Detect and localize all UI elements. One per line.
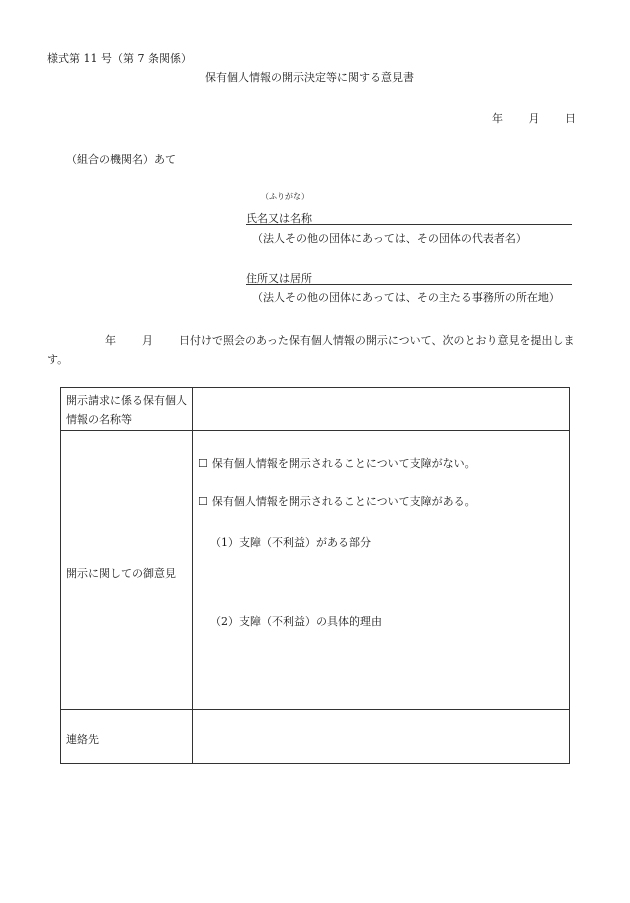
table-divider-row1 <box>60 430 570 431</box>
option-no-issue-label: 保有個人情報を開示されることについて支障がない。 <box>211 457 476 470</box>
body-paragraph <box>47 331 585 369</box>
option-no-issue[interactable] <box>198 455 476 471</box>
address-underline[interactable] <box>246 284 572 285</box>
body-text: 日付けで照会のあった保有個人情報の開示について、次のとおり意見を提出します。 <box>47 334 575 366</box>
sub-item-specific-reason: （2）支障（不利益）の具体的理由 <box>210 615 382 628</box>
table-divider-row2 <box>60 709 570 710</box>
option-issue[interactable] <box>198 493 476 509</box>
checkbox-icon[interactable]: ☐ <box>198 457 208 470</box>
address-label: 住所又は居所 <box>246 272 312 285</box>
name-underline[interactable] <box>246 224 572 225</box>
name-label: 氏名又は名称 <box>246 212 312 225</box>
row-label-contact: 連絡先 <box>66 733 99 746</box>
date-line <box>492 110 576 126</box>
body-year-label: 年 <box>105 334 116 347</box>
body-month-label: 月 <box>142 334 153 347</box>
date-day-label: 日 <box>565 112 576 125</box>
checkbox-icon[interactable]: ☐ <box>198 495 208 508</box>
row-label-info-name: 開示請求に係る保有個人情報の名称等 <box>66 394 187 426</box>
sub-item-affected-part: （1）支障（不利益）がある部分 <box>210 536 371 549</box>
table-divider-vertical <box>192 387 193 764</box>
form-number: 様式第 11 号（第 7 条関係） <box>47 52 192 65</box>
option-issue-label: 保有個人情報を開示されることについて支障がある。 <box>211 495 476 508</box>
row-label-opinion: 開示に関しての御意見 <box>66 567 176 580</box>
address-note: （法人その他の団体にあっては、その主たる事務所の所在地） <box>252 291 560 304</box>
document-title: 保有個人情報の開示決定等に関する意見書 <box>205 71 414 84</box>
date-year-label: 年 <box>492 112 503 125</box>
furigana-label: （ふりがな） <box>261 192 309 201</box>
addressee: （組合の機関名）あて <box>66 153 176 166</box>
date-month-label: 月 <box>528 112 540 125</box>
name-note: （法人その他の団体にあっては、その団体の代表者名） <box>252 232 527 245</box>
